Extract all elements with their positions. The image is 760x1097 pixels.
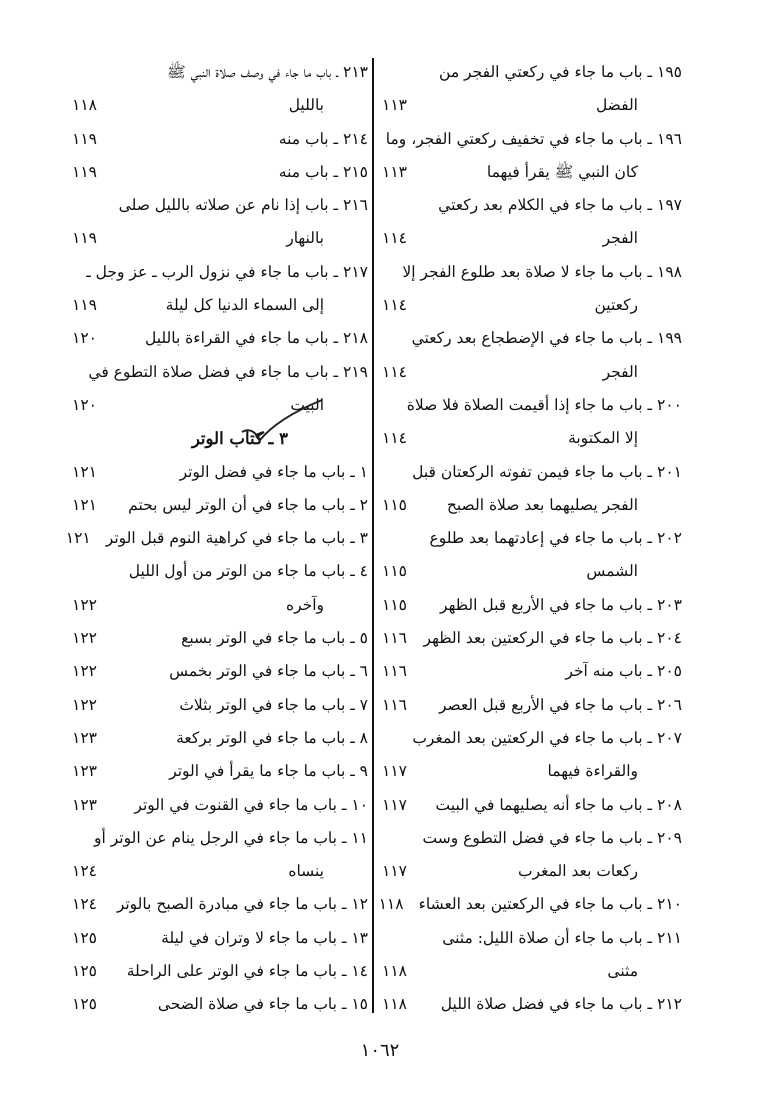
toc-entry-continuation (382, 222, 682, 255)
toc-entry-page: ١١٧ (382, 762, 407, 781)
toc-entry-page (46, 256, 86, 289)
toc-entry (72, 456, 368, 489)
toc-entry-title: ركعات بعد المغرب (517, 862, 638, 881)
toc-entry-page: ١١٩ (72, 229, 97, 248)
toc-entry-page: ١١٥ (382, 495, 407, 514)
toc-entry (382, 322, 682, 355)
toc-entry (72, 622, 368, 655)
toc-entry (382, 655, 682, 688)
toc-entry-page (372, 322, 412, 355)
toc-entry (382, 389, 682, 422)
toc-entry-title: ١٤ ـ باب ما جاء في الوتر على الراحلة (126, 962, 368, 981)
toc-entry-title: ٩ ـ باب ما جاء ما يقرأ في الوتر (169, 762, 368, 781)
toc-entry-page (54, 822, 94, 855)
toc-entry-page: ١١٦ (382, 662, 407, 681)
toc-entry-page (72, 555, 112, 588)
toc-entry-page: ١١٨ (72, 96, 97, 115)
toc-left-column (65, 56, 368, 1022)
toc-entry-continuation (72, 289, 368, 322)
toc-entry-title: ٢٠٥ ـ باب منه آخر (565, 662, 682, 681)
toc-entry-continuation (72, 589, 368, 622)
toc-entry-page: ١١٤ (382, 296, 407, 315)
toc-entry-page: ١٢٤ (72, 862, 97, 881)
toc-entry-title: بالنهار (286, 229, 324, 248)
toc-entry-page: ١١٨ (382, 995, 407, 1014)
toc-entry-page: ١٢٣ (72, 795, 97, 814)
toc-entry-continuation (72, 89, 368, 122)
toc-entry-page (382, 189, 422, 222)
toc-entry-title: ٤ ـ باب ما جاء من الوتر من أول الليل (128, 562, 368, 581)
toc-entry-page: ١١٨ (382, 962, 407, 981)
toc-entry-page: ١٢٥ (72, 995, 97, 1014)
toc-entry (72, 123, 368, 156)
toc-entry-title: ١ ـ باب ما جاء في فضل الوتر (179, 462, 368, 481)
toc-entry-continuation (382, 489, 682, 522)
toc-entry (72, 489, 368, 522)
toc-entry-title: ١١ ـ باب ما جاء في الرجل ينام عن الوتر أو (94, 828, 368, 847)
toc-entry (72, 922, 368, 955)
toc-entry-title: ٢٠١ ـ باب ما جاء فيمن تفوته الركعتان قبل (412, 462, 682, 481)
toc-entry-continuation (382, 555, 682, 588)
toc-entry-title: ينساه (288, 862, 324, 881)
toc-entry-title: ١٩٩ ـ باب ما جاء في الإضطجاع بعد ركعتي (411, 329, 682, 348)
toc-entry-continuation (382, 356, 682, 389)
handwritten-check-mark-icon (238, 396, 328, 444)
toc-entry-title: الفجر يصليهما بعد صلاة الصبح (446, 495, 638, 514)
toc-entry-title: ٢١٤ ـ باب منه (278, 129, 368, 148)
toc-entry-page (48, 356, 88, 389)
toc-entry-page: ١١٩ (72, 162, 97, 181)
toc-entry-title: ٢١١ ـ باب ما جاء أن صلاة الليل: مثنى (442, 928, 682, 947)
toc-entry-continuation (72, 222, 368, 255)
toc-entry-continuation (382, 89, 682, 122)
toc-entry (72, 56, 368, 89)
toc-entry-title: ٢١٦ ـ باب إذا نام عن صلاته بالليل صلى (118, 196, 368, 215)
toc-entry-title: ٢١٩ ـ باب ما جاء في فضل صلاة التطوع في (88, 362, 368, 381)
toc-entry-page: ١٢٢ (72, 595, 97, 614)
toc-entry-page: ١١٦ (382, 629, 407, 648)
toc-entry (72, 555, 368, 588)
toc-entry (382, 123, 682, 156)
toc-entry-page: ١٢٢ (72, 662, 97, 681)
toc-entry (72, 755, 368, 788)
toc-entry-title: ٢٠٧ ـ باب ما جاء في الركعتين بعد المغرب (412, 728, 682, 747)
toc-entry-title: ١٩٦ ـ باب ما جاء في تخفيف ركعتي الفجر، وما (385, 129, 682, 148)
toc-entry-page: ١٢١ (72, 495, 97, 514)
toc-entry-page: ١٢١ (72, 462, 97, 481)
toc-entry-title: إلى السماء الدنيا كل ليلة (165, 296, 324, 315)
toc-entry-page (382, 922, 422, 955)
toc-entry-page: ١١٧ (382, 862, 407, 881)
toc-entry-page (72, 56, 112, 89)
toc-entry-page: ١٢٥ (72, 962, 97, 981)
toc-entry (72, 955, 368, 988)
toc-entry-page: ١١٤ (382, 229, 407, 248)
toc-entry-page (372, 456, 412, 489)
toc-entry (382, 922, 682, 955)
toc-entry (72, 689, 368, 722)
toc-entry-page: ١٢٣ (72, 762, 97, 781)
toc-entry-continuation (382, 855, 682, 888)
toc-entry-title: ١٩٥ ـ باب ما جاء في ركعتي الفجر من (439, 63, 682, 81)
toc-entry-page: ١١٤ (382, 429, 407, 448)
toc-entry (72, 655, 368, 688)
toc-entry-title: وآخره (285, 595, 324, 614)
toc-entry-continuation (382, 955, 682, 988)
toc-entry (72, 722, 368, 755)
toc-entry (382, 256, 682, 289)
toc-entry (382, 522, 682, 555)
toc-entry (382, 622, 682, 655)
toc-entry-page: ١١٥ (382, 562, 407, 581)
toc-entry-continuation (382, 755, 682, 788)
toc-entry-page: ١١٥ (382, 595, 407, 614)
toc-entry-title: ٢١٥ ـ باب منه (278, 162, 368, 181)
toc-entry-title: ٢٠٢ ـ باب ما جاء في إعادتهما بعد طلوع (429, 529, 682, 548)
toc-entry-title: ٢٠٠ ـ باب ما جاء إذا أقيمت الصلاة فلا صلاة (406, 395, 682, 414)
toc-entry-title: كان النبي ﷺ يقرأ فيهما (486, 162, 638, 181)
toc-entry (382, 589, 682, 622)
toc-entry-page: ١١٤ (382, 362, 407, 381)
toc-entry-title: ٧ ـ باب ما جاء في الوتر بثلاث (179, 695, 368, 714)
toc-entry-page: ١٢٢ (72, 629, 97, 648)
toc-entry (72, 356, 368, 389)
toc-entry-page: ١٢٣ (72, 728, 97, 747)
toc-entry (382, 789, 682, 822)
toc-entry-title: البيت (290, 395, 324, 414)
toc-entry-title: ٢٠٩ ـ باب ما جاء في فضل التطوع وست (422, 828, 682, 847)
toc-entry-page: ١٢٥ (72, 928, 97, 947)
toc-entry-title: ٢١٧ ـ باب ما جاء في نزول الرب ـ عز وجل ـ (86, 262, 368, 281)
toc-entry-title: ركعتين (594, 296, 638, 315)
toc-entry-title: ١٢ ـ باب ما جاء في مبادرة الصبح بالوتر (116, 895, 368, 914)
toc-entry-title: بالليل (288, 96, 324, 115)
toc-entry (382, 988, 682, 1021)
toc-entry-title: ١٥ ـ باب ما جاء في صلاة الضحى (157, 995, 368, 1014)
toc-right-column (378, 56, 682, 1022)
toc-entry-continuation (382, 422, 682, 455)
toc-entry (72, 789, 368, 822)
toc-entry-page: ١١٩ (72, 129, 97, 148)
toc-entry-page: ١٢٠ (72, 395, 97, 414)
toc-entry-title: ١٣ ـ باب ما جاء لا وتران في ليلة (161, 928, 368, 947)
toc-entry (72, 822, 368, 855)
toc-entry-title: ١٩٨ ـ باب ما جاء لا صلاة بعد طلوع الفجر إلا (402, 262, 682, 281)
toc-entry-title: ٢١٨ ـ باب ما جاء في القراءة بالليل (144, 329, 368, 348)
toc-entry-page (362, 256, 402, 289)
toc-entry-page (382, 56, 422, 89)
toc-entry-page (372, 722, 412, 755)
toc-entry-title: الشمس (586, 562, 638, 581)
toc-entry-title: الفجر (602, 362, 638, 381)
toc-entry (72, 256, 368, 289)
toc-entry-page (72, 422, 112, 455)
toc-entry (72, 322, 368, 355)
column-divider (372, 58, 374, 1013)
toc-entry-page: ١١٣ (382, 96, 407, 115)
toc-entry-title: ٢١٠ ـ باب ما جاء في الركعتين بعد العشاء (418, 895, 682, 914)
toc-entry-title: ٢ ـ باب ما جاء في أن الوتر ليس بحتم (128, 495, 368, 514)
toc-entry-title: ٢١٣ ـ باب ما جاء في وصف صلاة النبي ﷺ (166, 63, 368, 81)
toc-entry-page: ١٢٠ (72, 329, 97, 348)
toc-entry-title: الفضل (595, 96, 638, 115)
toc-entry (382, 822, 682, 855)
toc-entry (382, 56, 682, 89)
toc-entry-title: إلا المكتوبة (568, 429, 638, 448)
toc-entry-title: ٥ ـ باب ما جاء في الوتر بسبع (181, 629, 368, 648)
toc-entry (382, 722, 682, 755)
toc-entry-title: ٣ ـ باب ما جاء في كراهية النوم قبل الوتر (105, 529, 368, 548)
toc-entry-continuation (382, 156, 682, 189)
toc-entry (382, 689, 682, 722)
toc-entry-page (72, 189, 112, 222)
toc-entry-page (382, 522, 422, 555)
toc-entry-title: ٣ ـ كتاب الوتر (191, 429, 288, 449)
toc-entry-title: ٢٠٤ ـ باب ما جاء في الركعتين بعد الظهر (423, 629, 682, 648)
toc-entry (65, 522, 368, 555)
toc-entry-continuation (382, 289, 682, 322)
toc-entry-page: ١١٩ (72, 296, 97, 315)
toc-entry (382, 456, 682, 489)
toc-entry-page: ١١٣ (382, 162, 407, 181)
toc-entry-title: ١٩٧ ـ باب ما جاء في الكلام بعد ركعتي (438, 196, 682, 215)
toc-entry (378, 888, 682, 921)
toc-entry-title: ٢٠٦ ـ باب ما جاء في الأربع قبل العصر (438, 695, 682, 714)
toc-entry (382, 189, 682, 222)
toc-entry-title: ٦ ـ باب ما جاء في الوتر بخمس (169, 662, 368, 681)
toc-entry-page: ١٢٤ (72, 895, 97, 914)
toc-entry (72, 189, 368, 222)
toc-entry (72, 888, 368, 921)
toc-entry-title: ٢١٢ ـ باب ما جاء في فضل صلاة الليل (440, 995, 682, 1014)
toc-entry-title: الفجر (602, 229, 638, 248)
toc-entry (72, 988, 368, 1021)
toc-entry-title: ٢٠٨ ـ باب ما جاء أنه يصليهما في البيت (435, 795, 682, 814)
toc-entry-title: والقراءة فيهما (547, 762, 638, 781)
toc-entry-title: مثنى (607, 962, 638, 981)
toc-entry-page: ١١٧ (382, 795, 407, 814)
toc-entry-title: ١٠ ـ باب ما جاء في القنوت في الوتر (134, 795, 368, 814)
toc-entry-title: ٨ ـ باب ما جاء في الوتر بركعة (176, 728, 368, 747)
toc-entry-title: ٢٠٣ ـ باب ما جاء في الأربع قبل الظهر (440, 595, 682, 614)
toc-entry-page: ١١٦ (382, 695, 407, 714)
toc-entry-page (382, 822, 422, 855)
toc-entry (72, 156, 368, 189)
page-number: ١٠٦٢ (360, 1040, 400, 1061)
toc-entry-page: ١٢٢ (72, 695, 97, 714)
toc-entry-page: ١١٨ (378, 895, 404, 914)
toc-entry-continuation (72, 855, 368, 888)
toc-entry-page: ١٢١ (65, 529, 91, 548)
